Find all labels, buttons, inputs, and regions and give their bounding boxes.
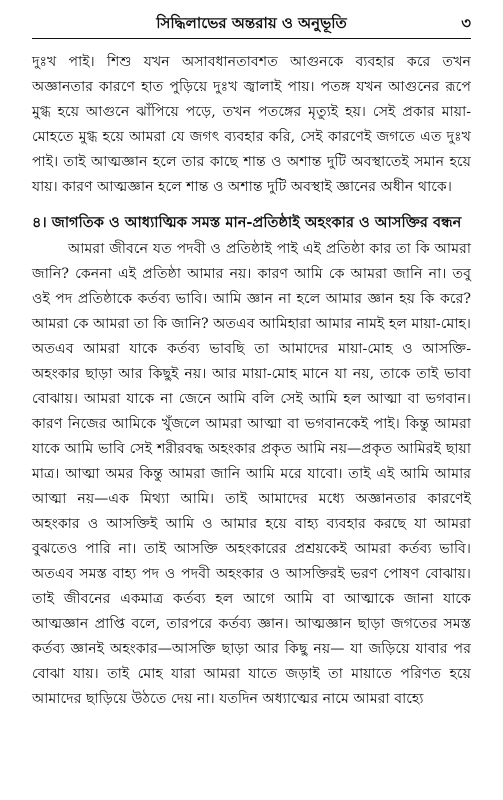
header-rule (32, 38, 471, 39)
page-header (32, 0, 471, 48)
intro-paragraph: দুঃখ পাই। শিশু যখন অসাবধানতাবশত আগুনকে ব্যবহার করে তখন অজ্ঞানতার কারণে হাত পুড়িয়ে দুঃখ জ্বালাই পায়। পতঙ্গ যখন আগুনের রূপে মুগ্ধ হয়ে আগুনে ঝাঁপিয়ে পড়ে, তখন পতঙ্গের মৃত্যুই হয়। সেই প্রকার মায়া-মোহতে মুগ্ধ হয়ে আমরা যে জগৎ ব্যবহার করি, সেই কারণেই জগতে এত দুঃখ পাই। তাই আত্মজ্ঞান হলে তার কাছে শান্ত ও অশান্ত দুটি অবস্থাতেই সমান হয়ে যায়। কারণ আত্মজ্ঞান হলে শান্ত ও অশান্ত দুটি অবস্থাই জ্ঞানের অধীন থাকে। (32, 54, 471, 195)
section-heading: ৪। জাগতিক ও আধ্যাত্মিক সমস্ত মান-প্রতিষ্ঠাই অহংকার ও আসক্তির বন্ধন (32, 214, 462, 231)
running-title: সিদ্ধিলাভের অন্তরায় ও অনুভূতি (156, 14, 347, 32)
body-paragraph: আমরা জীবনে যত পদবী ও প্রতিষ্ঠাই পাই এই প্রতিষ্ঠা কার তা কি আমরা জানি? কেননা এই প্রতিষ্ঠা আমার নয়। কারণ আমি কে আমরা জানি না। তবু ওই পদ প্রতিষ্ঠাকে কর্তব্য ভাবি। আমি জ্ঞান না হলে আমার জ্ঞান হয় কি করে? আমরা কে আমরা তা কি জানি? অতএব আমিহারা আমার নামই হল মায়া-মোহ। অতএব আমরা যাকে কর্তব্য ভাবছি তা আমাদের মায়া-মোহ ও আসক্তি-অহংকার ছাড়া আর কিছুই নয়। আর মায়া-মোহ মানে যা নয়, তাকে তাই ভাবা বোঝায়। আমরা যাকে না জেনে আমি বলি সেই আমি হল আত্মা বা ভগবান। কারণ নিজের আমিকে খুঁজলে আমরা আত্মা বা ভগবানকেই পাই। কিন্তু আমরা যাকে আমি ভাবি সেই শরীরবদ্ধ অহংকার প্রকৃত আমি নয়—প্রকৃত আমিরই ছায়া মাত্র। আত্মা অমর কিন্তু আমরা জানি আমি মরে যাবো। তাই এই আমি আমার আত্মা নয়—এক মিথ্যা আমি। তাই আমাদের মধ্যে অজ্ঞানতার কারণেই অহংকার ও আসক্তিই আমি ও আমার হয়ে বাহ্য ব্যবহার করছে যা আমরা বুঝতেও পারি না। তাই আসক্তি অহংকারের প্রশ্রয়কেই আমরা কর্তব্য ভাবি। অতএব সমস্ত বাহ্য পদ ও পদবী অহংকার ও আসক্তিরই ভরণ পোষণ বোঝায়। তাই জীবনের একমাত্র কর্তব্য হল আগে আমি বা আত্মাকে জানা যাকে আত্মজ্ঞান প্রাপ্তি বলে, তারপরে কর্তব্য জ্ঞান। আত্মজ্ঞান ছাড়া জগতের সমস্ত কর্তব্য জ্ঞানই অহংকার—আসক্তি ছাড়া আর কিছু নয়— যা জড়িয়ে যাবার পর বোঝা যায়। তাই মোহ যারা আমরা যাতে জড়াই তা মায়াতে পরিণত হয়ে আমাদের ছাড়িয়ে উঠতে দেয় না। যতদিন অধ্যাত্মের নামে আমরা বাহ্যে (32, 241, 472, 707)
page-number: ৩ (461, 14, 471, 32)
